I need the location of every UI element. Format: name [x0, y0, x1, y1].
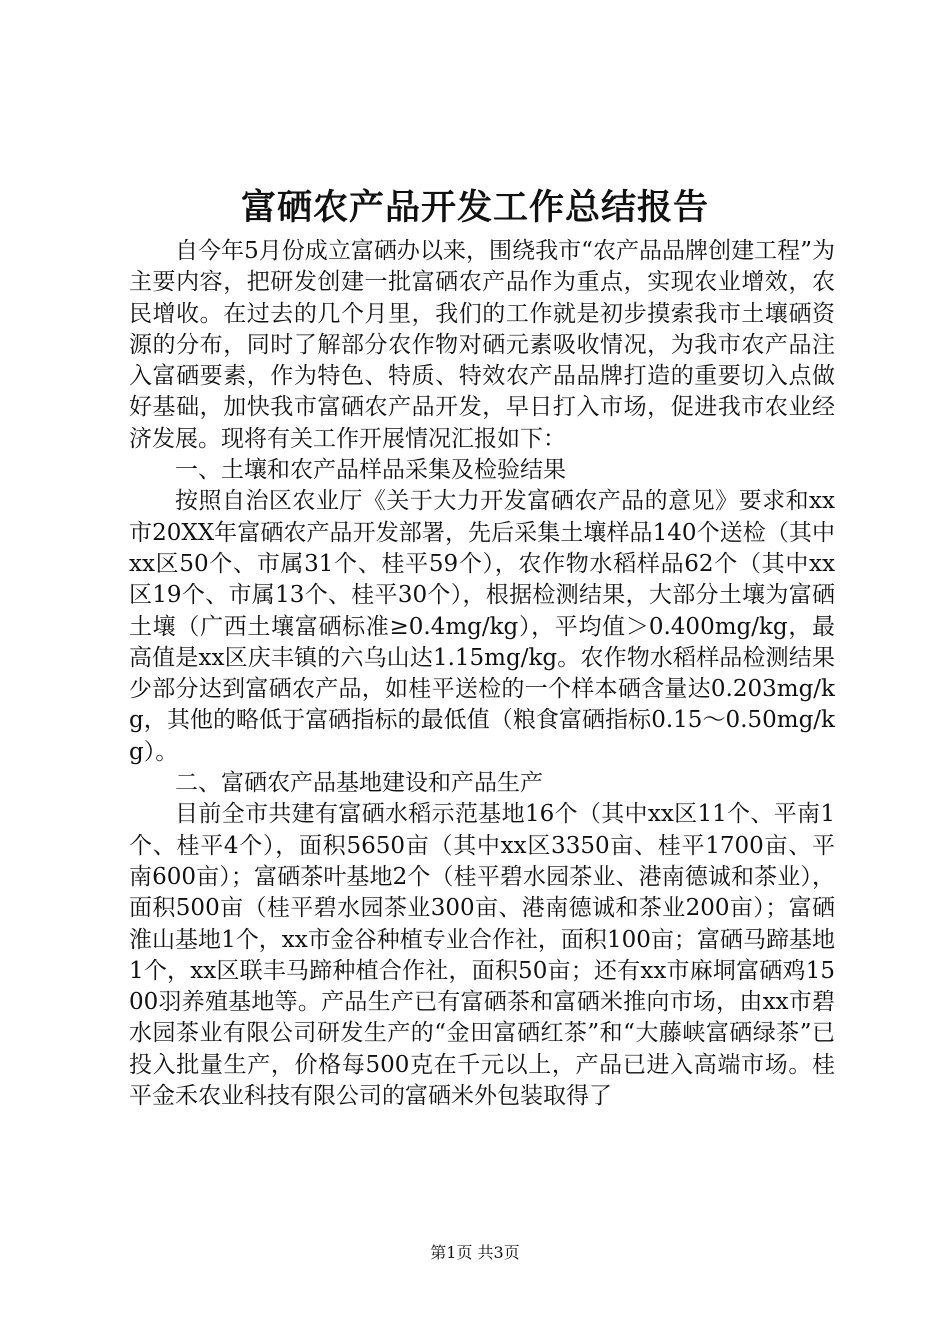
- document-title: 富硒农产品开发工作总结报告: [240, 187, 709, 228]
- section-heading-1: 一、土壤和农产品样品采集及检验结果: [175, 457, 566, 484]
- paragraph-section-2: 目前全市共建有富硒水稻示范基地16个（其中xx区11个、平南1个、桂平4个），面积5650亩（其中xx区3350亩、桂平1700亩、平南600亩）；富硒茶叶基地2个（桂平碧水园茶业、港南德诚和茶业），面积500亩（桂平碧水园茶业300亩、港南德诚和茶业200亩）；富硒淮山基地1个，xx市金谷种植专业合作社，面积100亩；富硒马蹄基地1个，xx区联丰马蹄种植合作社，面积50亩；还有xx市麻垌富硒鸡1500羽养殖基地等。产品生产已有富硒茶和富硒米推向市场，由xx市碧水园茶业有限公司研发生产的“金田富硒红茶”和“大藤峡富硒绿茶”已投入批量生产，价格每500克在千元以上，产品已进入高端市场。桂平金禾农业科技有限公司的富硒米外包装取得了: [129, 801, 835, 1110]
- section-heading-2: 二、富硒农产品基地建设和产品生产: [175, 770, 543, 797]
- page-footer: 第1页 共3页: [430, 1243, 520, 1262]
- document-body: [129, 236, 835, 1112]
- paragraph-intro: 自今年5月份成立富硒办以来，围绕我市“农产品品牌创建工程”为主要内容，把研发创建一批富硒农产品作为重点，实现农业增效，农民增收。在过去的几个月里，我们的工作就是初步摸索我市土壤硒资源的分布，同时了解部分农作物对硒元素吸收情况，为我市农产品注入富硒要素，作为特色、特质、特效农产品品牌打造的重要切入点做好基础，加快我市富硒农产品开发，早日打入市场，促进我市农业经济发展。现将有关工作开展情况汇报如下：: [129, 238, 835, 452]
- paragraph-section-1: 按照自治区农业厅《关于大力开发富硒农产品的意见》要求和xx市20XX年富硒农产品开发部署，先后采集土壤样品140个送检（其中xx区50个、市属31个、桂平59个），农作物水稻样品62个（其中xx区19个、市属13个、桂平30个），根据检测结果，大部分土壤为富硒土壤（广西土壤富硒标准≥0.4mg/kg），平均值＞0.400mg/kg，最高值是xx区庆丰镇的六乌山达1.15mg/kg。农作物水稻样品检测结果少部分达到富硒农产品，如桂平送检的一个样本硒含量达0.203mg/kg，其他的略低于富硒指标的最低值（粮食富硒指标0.15～0.50mg/kg）。: [129, 488, 835, 765]
